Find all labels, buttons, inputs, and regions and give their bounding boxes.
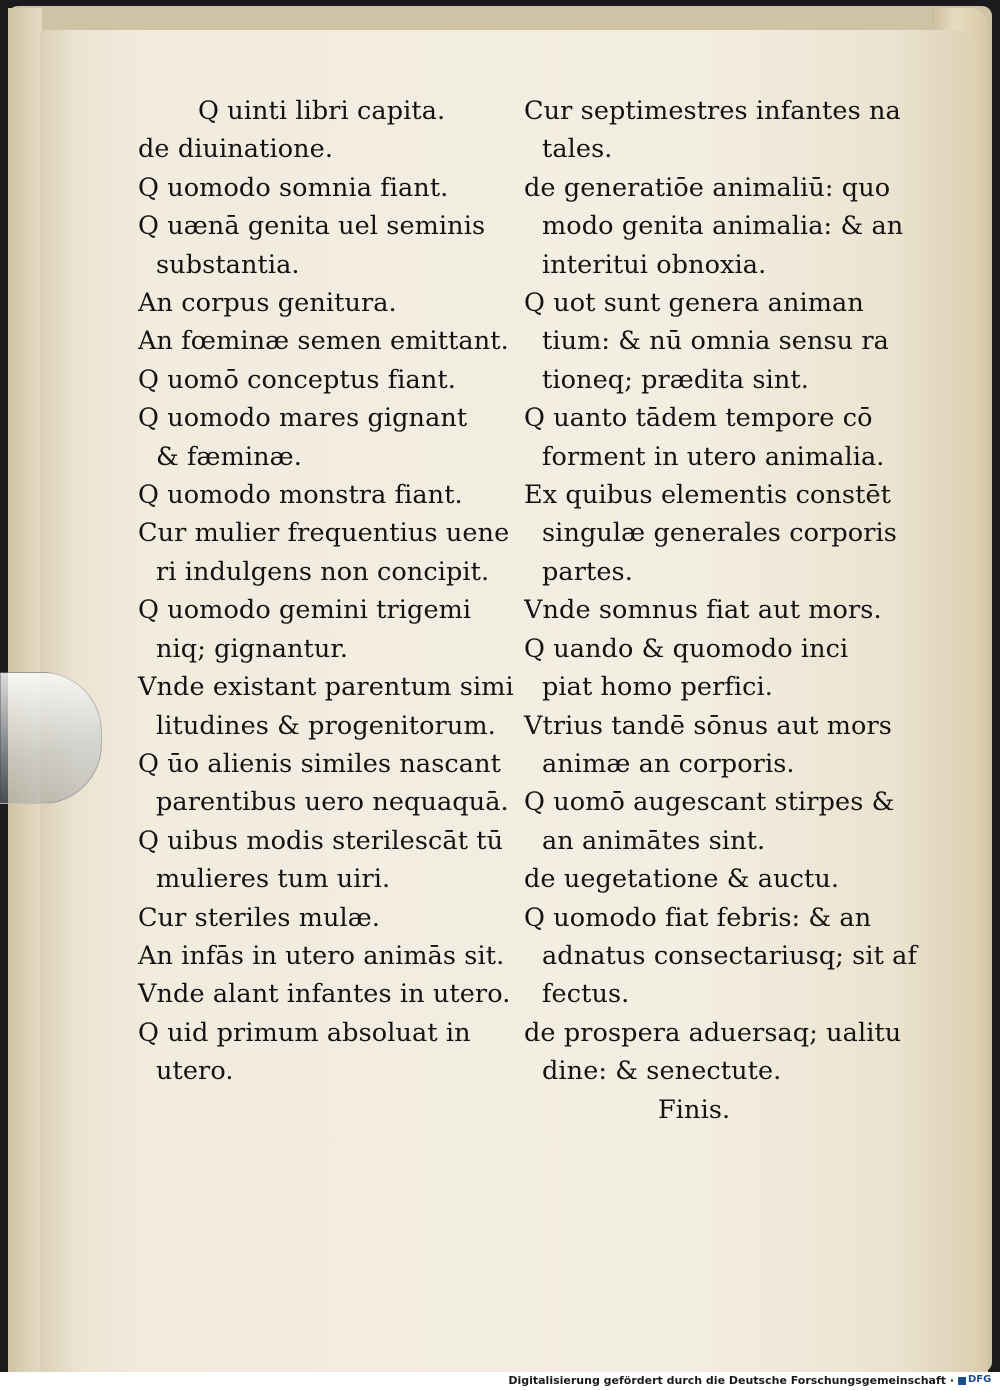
text-line: Ex quibus elementis constēt: [524, 480, 891, 511]
text-line: piat homo perfici.: [542, 672, 773, 703]
text-line: niq; gignantur.: [156, 633, 349, 664]
text-line: Q uando & quomodo inci: [524, 633, 849, 664]
text-line: partes.: [542, 556, 633, 587]
text-line: Q uænā genita uel seminis: [138, 211, 486, 242]
text-line: Vnde existant parentum simi: [138, 672, 514, 703]
text-line: mulieres tum uiri.: [156, 864, 391, 895]
text-line: de prospera aduersaq; ualitu: [524, 1017, 902, 1048]
text-line: dine: & senectute.: [542, 1056, 782, 1087]
text-line: Q uomodo monstra fiant.: [138, 480, 463, 511]
footer-bar: [0, 1372, 1000, 1391]
text-line: Q uomodo gemini trigemi: [138, 595, 472, 626]
text-line: Q uomō augescant stirpes &: [524, 787, 895, 818]
text-line: Cur septimestres infantes na: [524, 96, 901, 126]
text-line: Q uinti libri capita.: [198, 96, 446, 126]
text-line: de diuinatione.: [138, 134, 334, 165]
text-line: Vnde somnus fiat aut mors.: [524, 595, 882, 626]
text-line: Q uot sunt genera animan: [524, 288, 864, 319]
text-line: tioneq; prædita sint.: [542, 364, 809, 395]
text-line: & fæminæ.: [156, 441, 302, 472]
text-line: Finis.: [658, 1094, 731, 1125]
dfg-logo-text: DFG: [968, 1374, 992, 1385]
text-line: Cur steriles mulæ.: [138, 902, 381, 933]
text-line: forment in utero animalia.: [542, 441, 885, 472]
text-line: utero.: [156, 1056, 234, 1087]
right-column: [524, 92, 917, 1129]
text-line: substantia.: [156, 249, 300, 280]
text-line: An infās in utero animās sit.: [138, 940, 505, 971]
text-line: de uegetatione & auctu.: [524, 864, 840, 895]
text-line: Q uomodo fiat febris: & an: [524, 902, 872, 933]
text-line: Vnde alant infantes in utero.: [138, 979, 511, 1010]
text-line: ri indulgens non concipit.: [156, 556, 490, 587]
text-line: An corpus genitura.: [138, 288, 397, 319]
text-line: tium: & nū omnia sensu ra: [542, 326, 889, 357]
text-line: modo genita animalia: & an: [542, 211, 904, 242]
text-line: Vtrius tandē sōnus aut mors: [524, 710, 892, 741]
text-line: Cur mulier frequentius uene: [138, 518, 510, 549]
text-line: Q uomodo somnia fiant.: [138, 172, 449, 203]
text-line: an animātes sint.: [542, 825, 766, 856]
text-line: Q uanto tādem tempore cō: [524, 403, 873, 434]
footer-credit: Digitalisierung gefördert durch die Deutsche Forschungsgemeinschaft ·: [508, 1374, 954, 1387]
text-line: tales.: [542, 134, 613, 165]
text-line: Q ūo alienis similes nascant: [138, 748, 501, 779]
left-column: [138, 92, 514, 1091]
text-line: interitui obnoxia.: [542, 249, 767, 280]
text-line: parentibus uero nequaquā.: [156, 787, 509, 818]
text-line: singulæ generales corporis: [542, 518, 897, 549]
dfg-logo-icon: [958, 1377, 966, 1385]
text-line: Q uomō conceptus fiant.: [138, 364, 456, 395]
text-line: adnatus consectariusq; sit af: [542, 940, 917, 971]
text-line: fectus.: [542, 979, 630, 1010]
text-line: An fœminæ semen emittant.: [138, 326, 509, 357]
text-line: Q uid primum absoluat in: [138, 1017, 471, 1048]
text-line: Q uibus modis sterilescāt tū: [138, 825, 504, 856]
dfg-logo: [958, 1374, 996, 1388]
text-line: de generatiōe animaliū: quo: [524, 172, 891, 203]
text-line: animæ an corporis.: [542, 748, 795, 779]
text-line: Q uomodo mares gignant: [138, 403, 468, 434]
text-line: litudines & progenitorum.: [156, 710, 496, 741]
